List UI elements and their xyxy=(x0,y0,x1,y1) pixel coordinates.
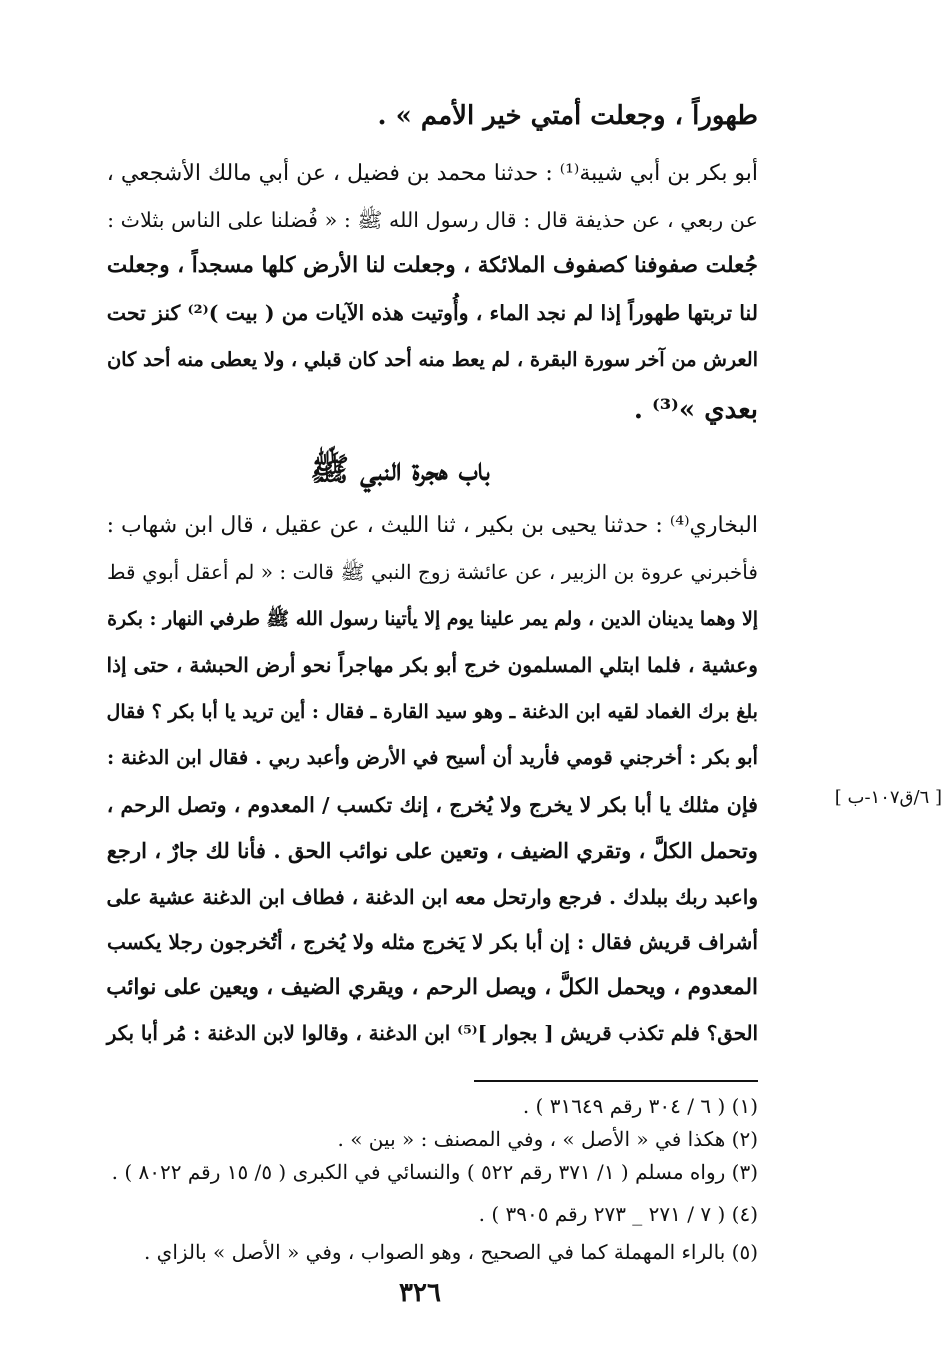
footnote: (٣) رواه مسلم ( ١/ ٣٧١ رقم ٥٢٢ ) والنسائي في الكبرى ( ٥/ ١٥ رقم ٨٠٢٢ ) . xyxy=(111,1160,758,1184)
footnote-divider xyxy=(474,1080,758,1082)
body-line: عن ربعي ، عن حذيفة قال : قال رسول الله ﷺ : « فُضلنا على الناس بثلاث : xyxy=(107,208,758,232)
body-line: فإن مثلك يا أبا بكر لا يخرج ولا يُخرج ، إنك تكسب / المعدوم ، وتصل الرحم ، xyxy=(106,793,758,817)
page-number: ٣٢٦ xyxy=(399,1278,441,1308)
body-line: المعدوم ، ويحمل الكلَّ ، ويصل الرحم ، ويقري الضيف ، ويعين على نوائب xyxy=(106,975,758,1000)
body-line: العرش من آخر سورة البقرة ، لم يعط منه أحد كان قبلي ، ولا يعطى منه أحد كان xyxy=(106,348,758,371)
body-line: الحق؟ فلم تكذب قريش [ بجوار ]⁽⁵⁾ ابن الدغنة ، وقالوا لابن الدغنة : مُر أبا بكر xyxy=(106,1021,758,1045)
body-line: لنا تربتها طهوراً إذا لم نجد الماء ، وأُوتيت هذه الآيات من ( بيت )⁽²⁾ كنز تحت xyxy=(106,301,758,325)
body-line: أشراف قريش فقال : إن أبا بكر لا يَخرج مثله ولا يُخرج ، أتُخرجون رجلا يكسب xyxy=(107,930,758,954)
body-line: وعشية ، فلما ابتلي المسلمون خرج أبو بكر مهاجراً نحو أرض الحبشة ، حتى إذا xyxy=(106,653,758,677)
body-line: أبو بكر بن أبي شيبة⁽¹⁾ : حدثنا محمد بن فضيل ، عن أبي مالك الأشجعي ، xyxy=(106,161,758,186)
footnote: (١) ( ٦ / ٣٠٤ رقم ٣١٦٤٩ ) . xyxy=(522,1094,758,1118)
body-line: بعدي »⁽³⁾ . xyxy=(633,395,758,425)
footnote: (٥) بالراء المهملة كما في الصحيح ، وهو الصواب ، وفي « الأصل » بالزاي . xyxy=(143,1240,758,1264)
body-line: وتحمل الكلَّ ، وتقري الضيف ، وتعين على نوائب الحق . فأنا لك جارٌ ، ارجع xyxy=(106,838,758,863)
footnote: (٤) ( ٧ / ٢٧١ _ ٢٧٣ رقم ٣٩٠٥ ) . xyxy=(478,1202,758,1226)
body-line: واعبد ربك ببلدك . فرجع وارتحل معه ابن الدغنة ، فطاف ابن الدغنة عشية على xyxy=(106,885,758,909)
body-line: إلا وهما يدينان الدين ، ولم يمر علينا يوم إلا يأتينا رسول الله ﷺ طرفي النهار : بكرة xyxy=(107,608,758,630)
body-line: بلغ برك الغماد لقيه ابن الدغنة ـ وهو سيد القارة ـ فقال : أين تريد يا أبا بكر ؟ فقال xyxy=(106,700,758,723)
margin-folio-note: [ ٦/ق١٠٧-ب ] xyxy=(834,787,942,808)
body-line: جُعلت صفوفنا كصفوف الملائكة ، وجعلت لنا الأرض كلها مسجداً ، وجعلت xyxy=(106,253,758,278)
body-line: أبو بكر : أخرجني قومي فأريد أن أسيح في الأرض وأعبد ربي . فقال ابن الدغنة : xyxy=(106,746,758,769)
body-line: البخاري⁽⁴⁾ : حدثنا يحيى بن بكير ، ثنا الليث ، عن عقيل ، قال ابن شهاب : xyxy=(106,512,758,538)
section-title: باب هجرة النبي ﷺ xyxy=(310,450,490,488)
body-line: طهوراً ، وجعلت أمتي خير الأمم » . xyxy=(377,101,758,131)
body-line: فأخبرني عروة بن الزبير ، عن عائشة زوج النبي ﷺ قالت : « لم أعقل أبوي قط xyxy=(106,560,758,584)
footnote: (٢) هكذا في « الأصل » ، وفي المصنف : « بين » . xyxy=(337,1127,758,1151)
